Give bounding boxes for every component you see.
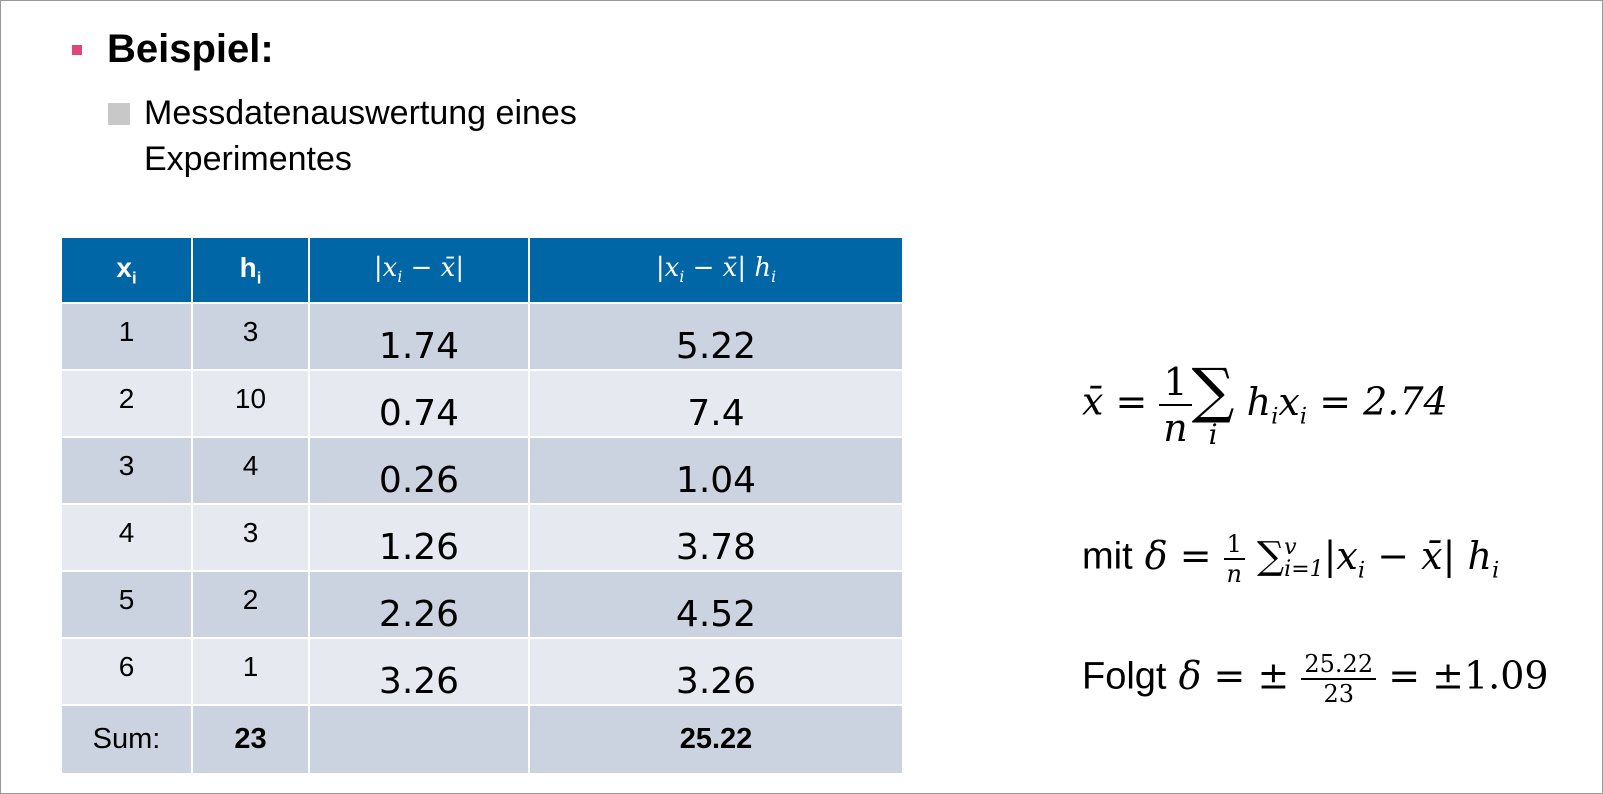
result-value: = ±1.09 [1388, 653, 1549, 698]
cell-dev: 3.26 [309, 638, 529, 705]
table-row [61, 504, 903, 571]
sub-bullet-square-icon [108, 103, 130, 125]
mean-term: $h_ix_i$ [1246, 379, 1308, 430]
cell-h: 4 [192, 437, 309, 504]
table-row [61, 370, 903, 437]
delta-prefix: mit [1082, 535, 1133, 578]
mean-fraction: $\frac{1}{n}$ [1159, 360, 1191, 450]
sum-label: Sum: [61, 705, 192, 774]
cell-dev-h: 4.52 [529, 571, 903, 638]
cell-h: 3 [192, 303, 309, 370]
sum-symbol: ∑ i [1191, 356, 1235, 451]
measurement-table [60, 236, 904, 775]
cell-dev: 2.26 [309, 571, 529, 638]
table-header-row [61, 237, 903, 303]
table-sum-row [61, 705, 903, 774]
cell-dev-h: 3.78 [529, 504, 903, 571]
sum-dev [309, 705, 529, 774]
cell-x: 2 [61, 370, 192, 437]
cell-dev-h: 7.4 [529, 370, 903, 437]
slide-heading: Beispiel: [107, 27, 274, 71]
cell-dev-h: 1.04 [529, 437, 903, 504]
delta-result-formula [1082, 650, 1549, 708]
subtitle [144, 90, 704, 182]
header-hi: $h_i$ [192, 237, 309, 303]
delta-sum-symbol: ∑ [1257, 533, 1285, 578]
result-prefix: Folgt [1082, 655, 1167, 698]
bullet-square-icon [72, 45, 82, 55]
result-fraction: $\frac{25.22}{23}$ [1301, 650, 1376, 708]
cell-x: 4 [61, 504, 192, 571]
delta-lhs: δ = [1144, 533, 1212, 578]
table-row [61, 437, 903, 504]
cell-dev-h: 5.22 [529, 303, 903, 370]
subtitle-line-1: Messdatenauswertung eines [144, 94, 577, 132]
sum-h: 23 [192, 705, 309, 774]
delta-body: $|x_i$ − x̄| $h_i$ [1323, 533, 1500, 584]
delta-definition-formula [1082, 530, 1499, 588]
mean-result: = 2.74 [1319, 379, 1448, 424]
cell-h: 3 [192, 504, 309, 571]
cell-x: 1 [61, 303, 192, 370]
cell-dev: 0.26 [309, 437, 529, 504]
header-xi: $x_i$ [61, 237, 192, 303]
cell-dev: 1.26 [309, 504, 529, 571]
cell-x: 3 [61, 437, 192, 504]
cell-h: 1 [192, 638, 309, 705]
mean-lhs: x̄ = [1082, 379, 1148, 424]
subtitle-line-2: Experimentes [144, 140, 352, 178]
delta-sum-limits: v i=1 [1284, 535, 1324, 582]
table-row [61, 638, 903, 705]
sum-dev-h: 25.22 [529, 705, 903, 774]
cell-x: 5 [61, 571, 192, 638]
table-row [61, 303, 903, 370]
result-lhs: δ = ± [1178, 653, 1290, 698]
delta-fraction: $\frac{1}{n}$ [1224, 530, 1245, 588]
cell-dev: 1.74 [309, 303, 529, 370]
header-abs-deviation: $|x_i$ − x̄| [309, 237, 529, 303]
table-row [61, 571, 903, 638]
header-weighted-deviation: $|x_i$ − x̄| $h_i$ [529, 237, 903, 303]
cell-h: 10 [192, 370, 309, 437]
mean-formula [1082, 356, 1448, 451]
cell-dev-h: 3.26 [529, 638, 903, 705]
cell-dev: 0.74 [309, 370, 529, 437]
cell-h: 2 [192, 571, 309, 638]
cell-x: 6 [61, 638, 192, 705]
